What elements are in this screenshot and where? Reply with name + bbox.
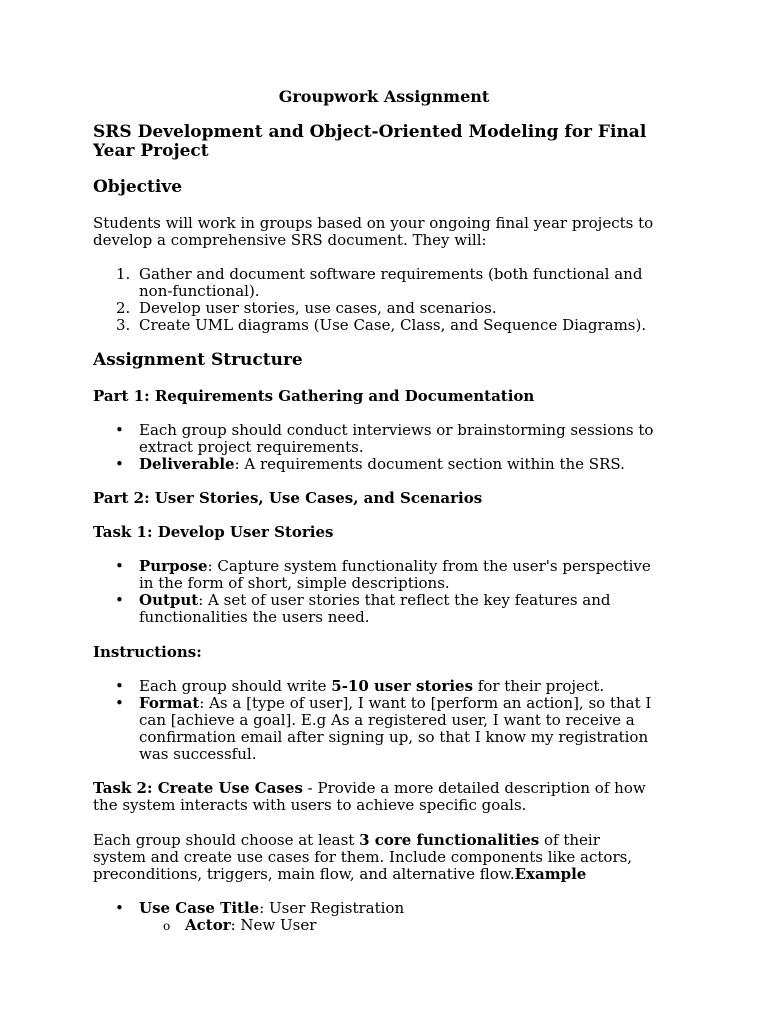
output-label: Output <box>139 591 199 609</box>
objective-heading: Objective <box>93 177 183 197</box>
purpose-line-1 <box>139 558 651 575</box>
usecase-title-line <box>139 900 404 917</box>
format-text: : As a [type of user], I want to [perform an action], so that I <box>199 694 652 712</box>
instr-text-bold: 5-10 user stories <box>331 677 474 695</box>
purpose-label: Purpose <box>139 557 208 575</box>
format-line-2: can [achieve a goal]. E.g As a registered user, I want to receive a <box>139 711 635 729</box>
format-line-4: was successful. <box>139 745 257 763</box>
subtitle-line-2: Year Project <box>93 141 209 161</box>
list-number-2: 2. <box>116 299 131 317</box>
usecase-title-label: Use Case Title <box>139 899 260 917</box>
format-label: Format <box>139 694 200 712</box>
part1-bullet-1-line-2: extract project requirements. <box>139 438 364 456</box>
task2-line-2: the system interacts with users to achieve specific goals. <box>93 796 527 814</box>
purpose-line-2: in the form of short, simple descriptions. <box>139 574 450 592</box>
usecase-para-l3-text: preconditions, triggers, main flow, and alternative flow. <box>93 865 515 883</box>
objective-item-3: Create UML diagrams (Use Case, Class, and Sequence Diagrams). <box>139 316 647 334</box>
instructions-heading: Instructions: <box>93 643 202 661</box>
sub-bullet: o <box>163 919 171 933</box>
objective-item-2: Develop user stories, use cases, and scenarios. <box>139 299 497 317</box>
bullet: • <box>115 899 124 917</box>
usecase-para-line-1 <box>93 832 600 849</box>
objective-intro-line-2: develop a comprehensive SRS document. They will: <box>93 231 487 249</box>
bullet: • <box>115 677 124 695</box>
task1-heading: Task 1: Develop User Stories <box>93 523 334 541</box>
bullet: • <box>115 591 124 609</box>
instr-text-pre: Each group should write <box>139 677 332 695</box>
part1-heading: Part 1: Requirements Gathering and Documentation <box>93 387 535 405</box>
example-label: Example <box>514 865 587 883</box>
structure-heading: Assignment Structure <box>93 350 303 370</box>
bullet: • <box>115 421 124 439</box>
task2-heading: Task 2: Create Use Cases <box>93 779 303 797</box>
bullet: • <box>115 455 124 473</box>
part1-bullet-2 <box>139 456 625 473</box>
deliverable-label: Deliverable <box>139 455 235 473</box>
actor-value: : New User <box>230 916 317 934</box>
part1-bullet-1-line-1: Each group should conduct interviews or brainstorming sessions to <box>139 421 654 439</box>
usecase-para-line-3 <box>93 866 586 883</box>
list-number-1: 1. <box>116 265 131 283</box>
task2-line-1 <box>93 780 646 797</box>
output-line-1 <box>139 592 611 609</box>
bullet: • <box>115 694 124 712</box>
deliverable-text: : A requirements document section within the SRS. <box>234 455 625 473</box>
purpose-text: : Capture system functionality from the user's perspective <box>207 557 651 575</box>
actor-line <box>185 917 316 934</box>
objective-item-1-line-1: Gather and document software requirements (both functional and <box>139 265 643 283</box>
output-line-2: functionalities the users need. <box>139 608 370 626</box>
task2-heading-rest: - Provide a more detailed description of how <box>302 779 646 797</box>
usecase-para-post: of their <box>539 831 600 849</box>
instructions-bullet-1 <box>139 678 604 695</box>
objective-intro-line-1: Students will work in groups based on your ongoing final year projects to <box>93 214 654 232</box>
instr-text-post: for their project. <box>473 677 605 695</box>
list-number-3: 3. <box>116 316 131 334</box>
part2-heading: Part 2: User Stories, Use Cases, and Scenarios <box>93 489 483 507</box>
bullet: • <box>115 557 124 575</box>
usecase-para-bold: 3 core functionalities <box>359 831 540 849</box>
subtitle-line-1: SRS Development and Object-Oriented Modeling for Final <box>93 122 647 142</box>
usecase-para-line-2: system and create use cases for them. Include components like actors, <box>93 848 633 866</box>
document-title: Groupwork Assignment <box>278 87 490 106</box>
usecase-para-pre: Each group should choose at least <box>93 831 360 849</box>
format-line-1 <box>139 695 651 712</box>
format-line-3: confirmation email after signing up, so that I know my registration <box>139 728 649 746</box>
actor-label: Actor <box>185 916 231 934</box>
output-text: : A set of user stories that reflect the key features and <box>198 591 611 609</box>
usecase-title-value: : User Registration <box>259 899 405 917</box>
objective-item-1-line-2: non-functional). <box>139 282 260 300</box>
